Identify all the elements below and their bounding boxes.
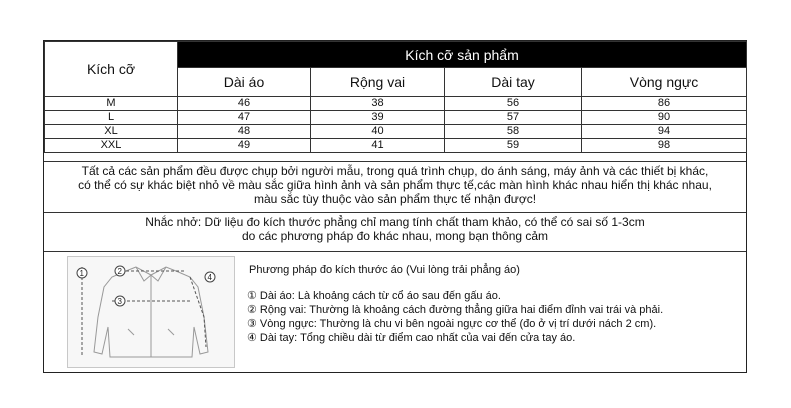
table-row (45, 125, 747, 139)
size-cell: L (45, 111, 178, 125)
size-cell: XL (45, 125, 178, 139)
size-chart-sheet (43, 40, 747, 373)
reminder-line: Nhắc nhở: Dữ liệu đo kích thước phẳng chỉ mang tính chất tham khảo, có thể có sai số 1-3cm (145, 215, 645, 229)
product-size-header: Kích cỡ sản phẩm (178, 42, 747, 68)
value-cell: 56 (445, 97, 582, 111)
size-column-header: Kích cỡ (45, 42, 178, 97)
jacket-illustration-icon (68, 257, 234, 367)
value-cell: 48 (178, 125, 311, 139)
method-list (247, 289, 663, 345)
value-cell: 59 (445, 139, 582, 153)
figure-marker: 4 (207, 273, 212, 282)
column-header: Vòng ngực (582, 68, 747, 97)
size-cell: M (45, 97, 178, 111)
method-item: ③ Vòng ngực: Thường là chu vi bên ngoài ngực cơ thể (đo ở vị trí dưới nách 2 cm). (247, 318, 657, 330)
method-title: Phương pháp đo kích thước áo (Vui lòng trải phẳng áo) (249, 264, 520, 276)
value-cell: 94 (582, 125, 747, 139)
value-cell: 40 (311, 125, 445, 139)
table-row (45, 139, 747, 153)
column-header: Rộng vai (311, 68, 445, 97)
table-row (45, 97, 747, 111)
figure-marker: 3 (117, 297, 122, 306)
value-cell: 98 (582, 139, 747, 153)
value-cell: 38 (311, 97, 445, 111)
method-item: ② Rộng vai: Thường là khoảng cách đường thẳng giữa hai điểm đỉnh vai trái và phải. (247, 304, 664, 316)
value-cell: 47 (178, 111, 311, 125)
value-cell: 57 (445, 111, 582, 125)
value-cell: 39 (311, 111, 445, 125)
measurement-reminder (44, 212, 746, 252)
value-cell: 49 (178, 139, 311, 153)
measurement-method-section (44, 251, 746, 372)
table-row (45, 111, 747, 125)
size-cell: XXL (45, 139, 178, 153)
value-cell: 58 (445, 125, 582, 139)
value-cell: 90 (582, 111, 747, 125)
notice-line: có thể có sự khác biệt nhỏ về màu sắc giữa hình ảnh và sản phẩm thực tế,các màn hình khác nhau hiển thị khác nhau, (78, 178, 712, 192)
value-cell: 41 (311, 139, 445, 153)
value-cell: 46 (178, 97, 311, 111)
figure-marker: 2 (117, 267, 122, 276)
notice-line: Tất cả các sản phẩm đều được chụp bởi người mẫu, trong quá trình chụp, do ánh sáng, máy ảnh và các thiết bị khác, (81, 164, 709, 178)
column-header: Dài tay (445, 68, 582, 97)
figure-marker: 1 (79, 269, 84, 278)
jacket-diagram (67, 256, 235, 368)
column-header: Dài áo (178, 68, 311, 97)
method-item: ① Dài áo: Là khoảng cách từ cổ áo sau đến gấu áo. (247, 290, 501, 302)
size-table (44, 41, 747, 153)
method-item: ④ Dài tay: Tổng chiều dài từ điểm cao nhất của vai đến cửa tay áo. (247, 332, 576, 344)
reminder-line: do các phương pháp đo khác nhau, mong bạn thông cảm (241, 229, 549, 243)
value-cell: 86 (582, 97, 747, 111)
notice-line: màu sắc tùy thuộc vào sản phẩm thực tế nhận được! (253, 192, 537, 206)
